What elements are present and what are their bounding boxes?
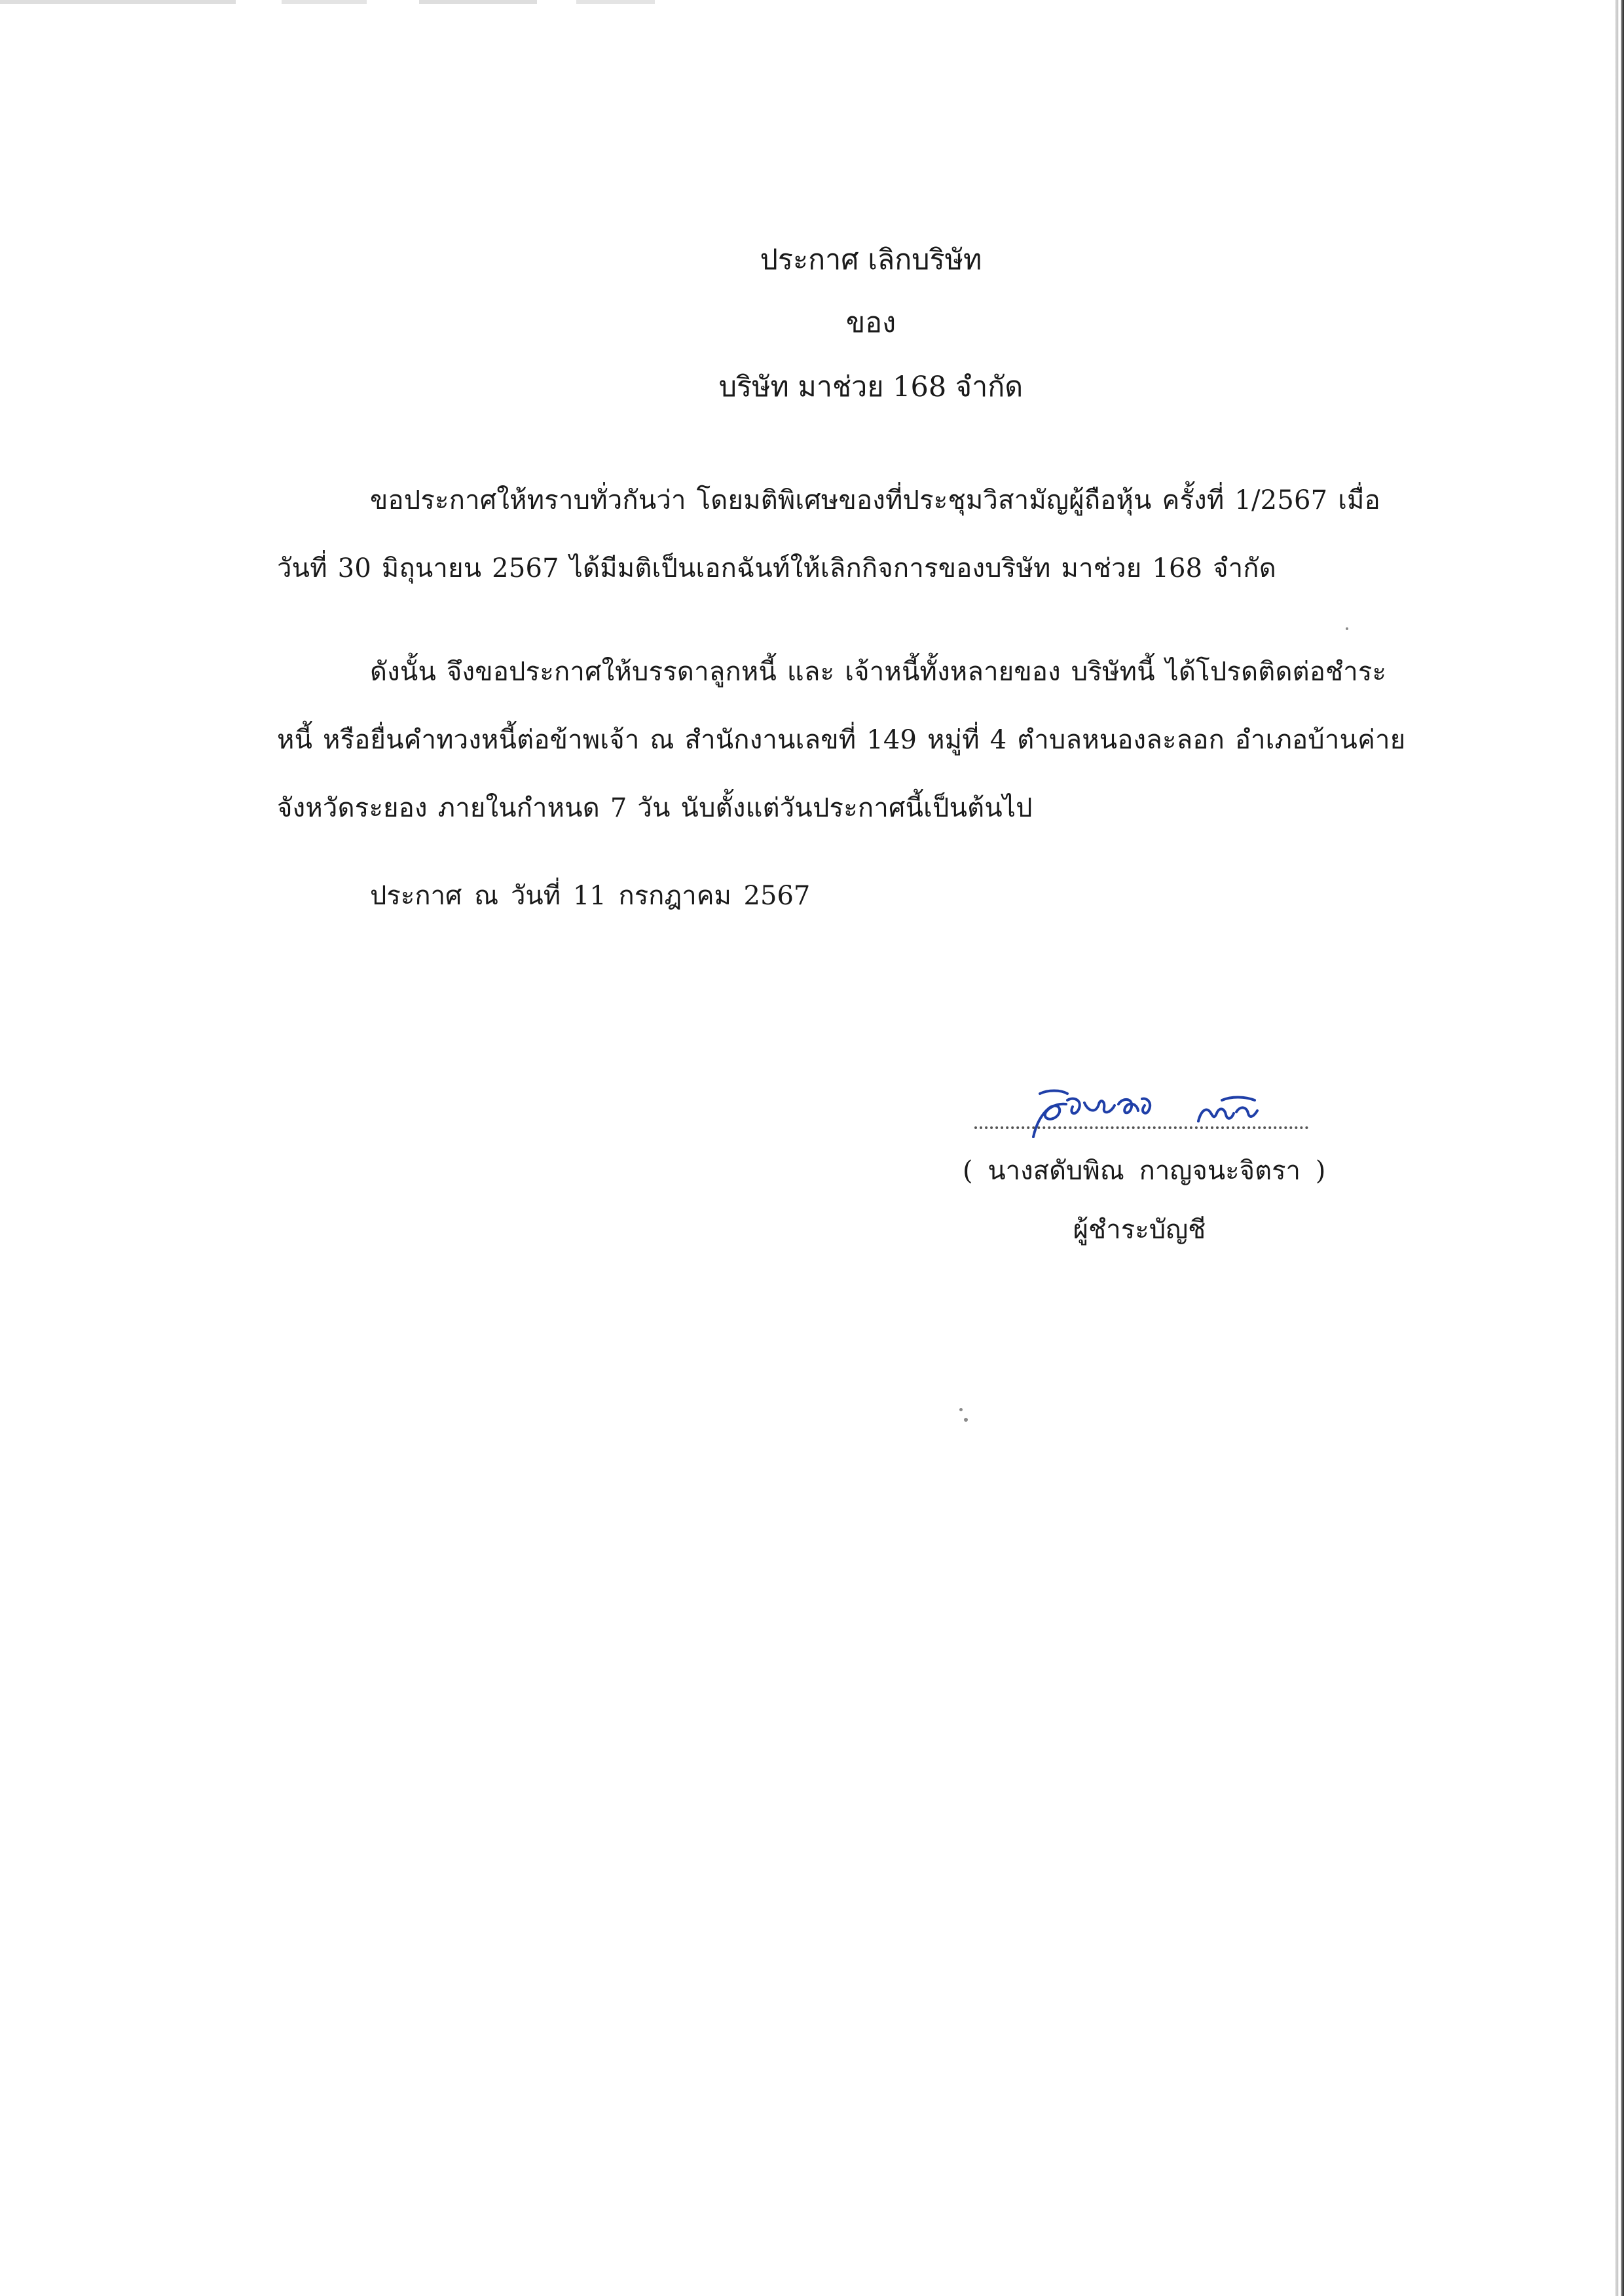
handwritten-signature bbox=[963, 1074, 1329, 1146]
signature-block bbox=[963, 1074, 1356, 1270]
paragraph-line: หนี้ หรือยื่นคำทวงหนี้ต่อข้าพเจ้า ณ สำนักงานเลขที่ 149 หมู่ที่ 4 ตำบลหนองละลอก อำเภอบ้านค่าย bbox=[277, 725, 1406, 755]
scan-speck bbox=[959, 1408, 963, 1411]
announcement-date: ประกาศ ณ วันที่ 11 กรกฎาคม 2567 bbox=[370, 881, 811, 911]
paragraph-line: จังหวัดระยอง ภายในกำหนด 7 วัน นับตั้งแต่วันประกาศนี้เป็นต้นไป bbox=[277, 793, 1033, 823]
scan-right-edge bbox=[1615, 0, 1624, 2296]
document-title-of: ของ bbox=[845, 306, 896, 339]
paragraph-creditors-notice bbox=[277, 638, 1406, 842]
signer-role: ผู้ชำระบัญชี bbox=[1073, 1215, 1206, 1245]
document-title: ประกาศ เลิกบริษัท bbox=[760, 244, 982, 276]
scan-top-edge bbox=[0, 0, 655, 4]
signature-dotted-line bbox=[974, 1126, 1308, 1129]
paragraph-line: ขอประกาศให้ทราบทั่วกันว่า โดยมติพิเศษของที่ประชุมวิสามัญผู้ถือหุ้น ครั้งที่ 1/2567 เมื่อ bbox=[370, 485, 1380, 515]
company-name: บริษัท มาช่วย 168 จำกัด bbox=[718, 371, 1024, 403]
scan-speck bbox=[1346, 627, 1348, 630]
scan-speck bbox=[964, 1418, 968, 1422]
signer-name: ( นางสดับพิณ กาญจนะจิตรา ) bbox=[963, 1156, 1326, 1186]
paragraph-resolution bbox=[277, 466, 1380, 602]
paragraph-line: วันที่ 30 มิถุนายน 2567 ได้มีมติเป็นเอกฉันท์ให้เลิกกิจการของบริษัท มาช่วย 168 จำกัด bbox=[277, 553, 1276, 583]
paragraph-line: ดังนั้น จึงขอประกาศให้บรรดาลูกหนี้ และ เจ้าหนี้ทั้งหลายของ บริษัทนี้ ได้โปรดติดต่อชำระ bbox=[370, 657, 1387, 687]
